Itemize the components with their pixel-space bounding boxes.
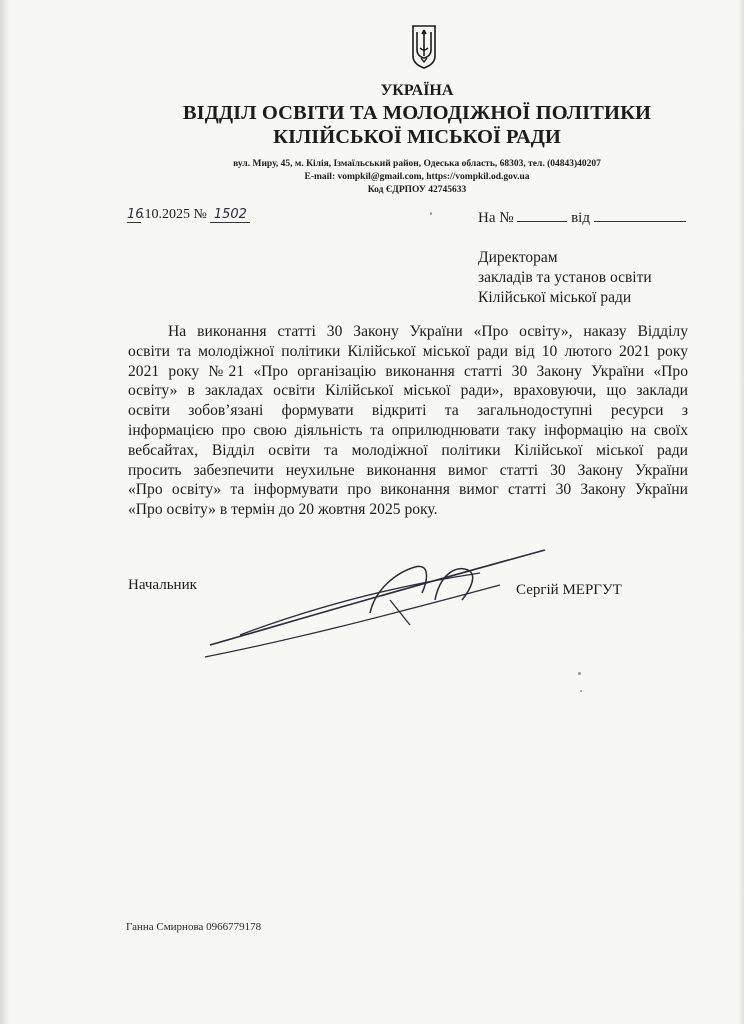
scan-shadow-right xyxy=(738,0,744,1024)
letterhead-council: КІЛІЙСЬКОЇ МІСЬКОЇ РАДИ xyxy=(273,126,561,148)
body-line: освіту» в закладах освіти Кілійської міської ради», враховуючи, що заклади xyxy=(128,382,688,400)
body-line: освіти зобов’язані формувати відкриті та загальнодоступні ресурси з xyxy=(128,402,688,420)
reply-number-blank xyxy=(517,210,567,222)
outgoing-date-number xyxy=(127,207,250,223)
body-line: вебсайтах, Відділ освіти та молодіжної політики Кілійської міської ради xyxy=(128,441,688,459)
executor-contact: Ганна Смирнова 0966779178 xyxy=(126,921,262,933)
reply-date-blank xyxy=(594,210,686,222)
reply-number-label: На № xyxy=(478,210,514,226)
addressee-line: закладів та установ освіти xyxy=(478,269,652,286)
scan-speck xyxy=(430,212,432,215)
body-line: «Про освіту» та інформувати про виконання вимог статті 30 Закону України xyxy=(128,481,688,499)
body-line: На виконання статті 30 Закону України «Про освіту», наказу Відділу xyxy=(168,323,688,340)
date-month-year: .10.2025 xyxy=(141,207,190,222)
addressee-block xyxy=(478,248,652,308)
number-sign: № xyxy=(193,207,207,222)
letterhead-address: вул. Миру, 45, м. Кілія, Ізмаїльський район, Одеська область, 68303, тел. (04843)40207 xyxy=(233,159,601,169)
signatory-role: Начальник xyxy=(128,577,197,593)
body-line: просить забезпечити неухильне виконання вимог статті 30 Закону України xyxy=(128,461,688,479)
body-line: інформацією про свою діяльність та оприлюднювати таку інформацію на своїх xyxy=(128,421,688,439)
date-day-handwritten: 16 xyxy=(127,207,144,222)
scan-shadow-left xyxy=(0,0,10,1024)
reply-reference xyxy=(478,210,686,227)
handwritten-signature xyxy=(200,545,550,665)
letterhead-department: ВІДДІЛ ОСВІТИ ТА МОЛОДІЖНОЇ ПОЛІТИКИ xyxy=(182,102,652,124)
reply-date-label: від xyxy=(571,210,590,226)
letterhead-country: УКРАЇНА xyxy=(380,82,454,99)
trident-emblem-icon xyxy=(410,22,438,70)
addressee-line: Кілійської міської ради xyxy=(478,289,632,306)
outgoing-number-handwritten: 1502 xyxy=(210,207,250,223)
body-line: 2021 року №21 «Про організацію виконання статті 30 Закону України «Про xyxy=(128,362,688,380)
letterhead-edrpou: Код ЄДРПОУ 42745633 xyxy=(367,185,467,195)
scan-speck xyxy=(580,690,582,692)
addressee-line: Директорам xyxy=(478,249,558,266)
body-line: «Про освіту» в термін до 20 жовтня 2025 року. xyxy=(128,501,438,519)
letterhead-email-web: E-mail: vompkil@gmail.com, https://vompkil.od.gov.ua xyxy=(304,172,530,182)
letter-body xyxy=(128,322,688,520)
signatory-name: Сергій МЕРГУТ xyxy=(516,582,622,598)
body-line: освіти та молодіжної політики Кілійської міської ради від 10 лютого 2021 року xyxy=(128,342,688,360)
scan-speck xyxy=(578,672,581,675)
